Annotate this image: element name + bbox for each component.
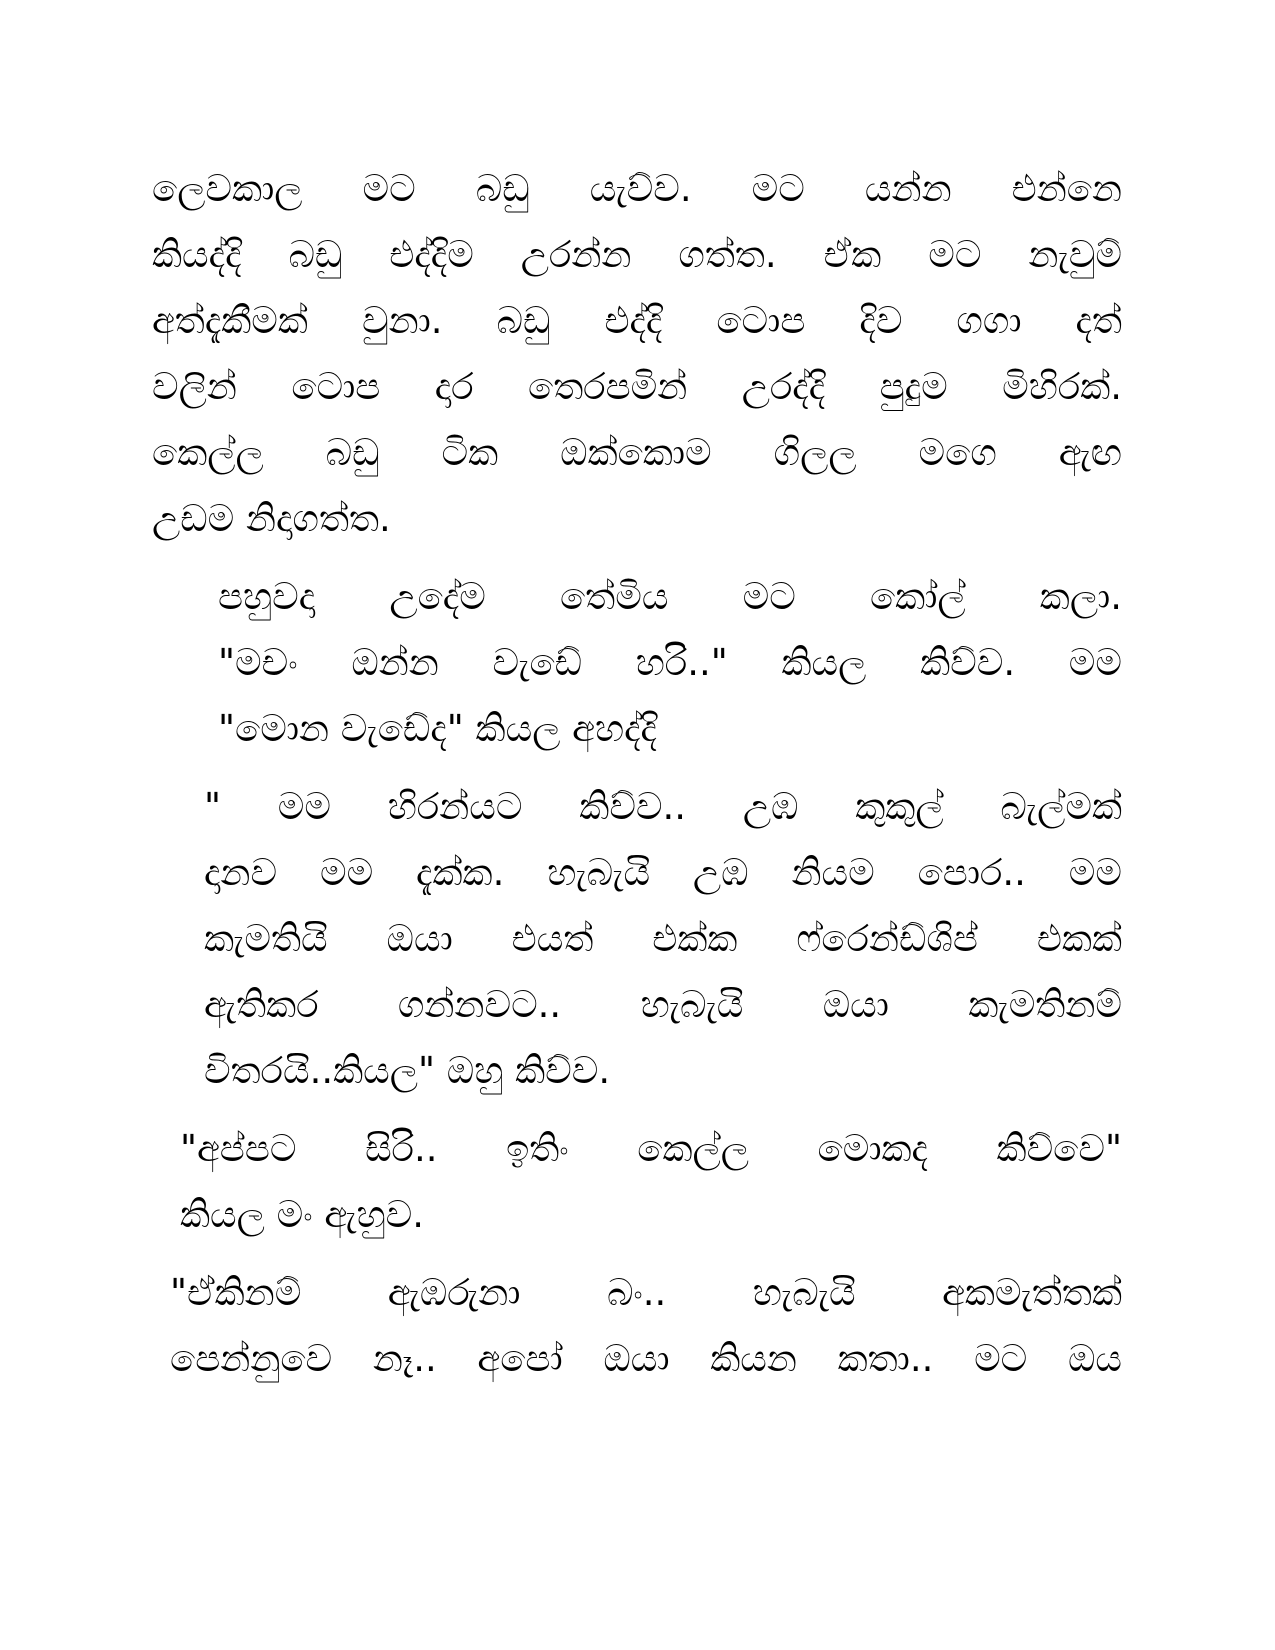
text-line: උඩම නිදාගත්ත. bbox=[152, 497, 391, 540]
text-line: පෙන්නුවෙ නෑ.. අපෝ ඔයා කියන කතා.. මට ඔය bbox=[170, 1337, 1122, 1380]
paragraph-4 bbox=[152, 1116, 1122, 1248]
text-line: අත්දැකීමක් වුනා. බඩු එද්දි ටොප දිව ගගා දත් bbox=[152, 299, 1122, 342]
paragraph-2 bbox=[152, 564, 1122, 762]
body-text bbox=[152, 156, 1122, 1404]
text-line: "අප්පට සිරි.. ඉතිං කෙල්ල මොකද කිව්වෙ" bbox=[180, 1127, 1122, 1170]
text-line: විතරයි..කියල" ඔහු කිව්ව. bbox=[204, 1049, 611, 1092]
text-line: වලින් ටොප දාර තෙරපමින් උරද්දි පුදුම මිහිරක්. bbox=[152, 365, 1122, 408]
text-line: කැමතියි ඔයා එයත් එක්ක ෆ්රෙන්ඩ්ශිප් එකක් bbox=[204, 917, 1122, 960]
text-line: දානව මම දැක්ක. හැබැයි උඹ නියම පොර.. මම bbox=[204, 851, 1122, 894]
text-line: "ඒකිනම් ඇඹරුනා බං.. හැබැයි අකමැත්තක් bbox=[170, 1271, 1122, 1314]
text-line: පහුවදා උදේම තේමිය මට කෝල් කලා. bbox=[218, 575, 1122, 618]
text-line: කියද්දි බඩු එද්දිම උරන්න ගත්ත. ඒක මට නැවුම් bbox=[152, 233, 1122, 276]
paragraph-5 bbox=[152, 1260, 1122, 1392]
text-line: කියල මං ඇහුව. bbox=[180, 1193, 425, 1236]
paragraph-3 bbox=[152, 774, 1122, 1104]
text-line: " මම හිරන්යට කිව්ව.. උඹ කුකුල් බැල්මක් bbox=[204, 785, 1122, 828]
text-line: කෙල්ල බඩු ටික ඔක්කොම ගිලල මගෙ ඇඟ bbox=[152, 431, 1122, 474]
text-line: ලෙවකාල මට බඩු යැව්ව. මට යන්න එන්නෙ bbox=[152, 167, 1122, 210]
text-line: "මොන වැඩේද" කියල අහද්දි bbox=[218, 707, 657, 750]
text-line: ඇතිකර ගන්නවට.. හැබැයි ඔයා කැමතිනම් bbox=[204, 983, 1122, 1026]
text-line: "මචං ඔන්න වැඩේ හරි.." කියල කිව්ව. මම bbox=[218, 641, 1122, 684]
paragraph-1 bbox=[152, 156, 1122, 552]
